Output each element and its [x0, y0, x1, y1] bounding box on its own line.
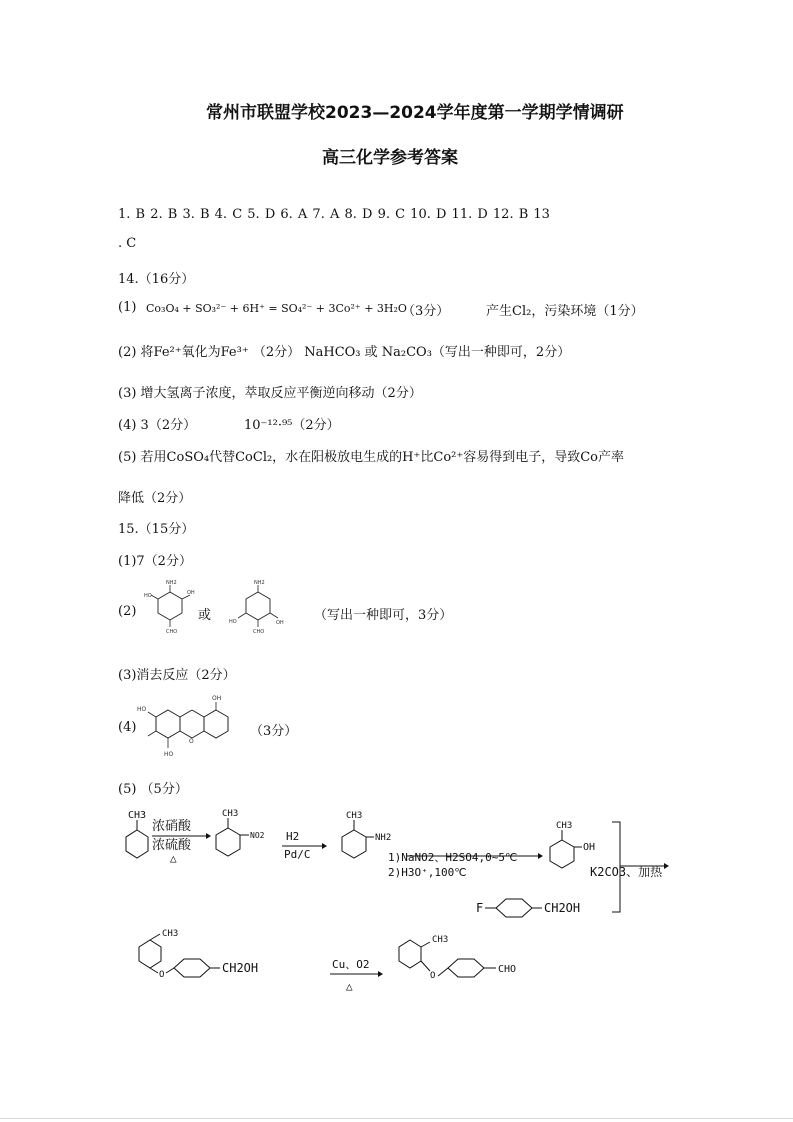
q14-part1-score: （3分）: [402, 304, 450, 319]
q15-part2-note: （写出一种即可，3分）: [314, 608, 453, 623]
q15-part2-or: 或: [198, 608, 212, 623]
reagent5: Cu、O2: [332, 958, 370, 971]
ether-alcohol-structure: [139, 929, 258, 980]
nitro-no2-label: NO2: [250, 831, 265, 840]
q15-part4-score: （3分）: [250, 724, 298, 739]
svg-text:HO: HO: [137, 706, 147, 713]
reagent1-delta: △: [170, 852, 177, 865]
toluidine-structure: [342, 811, 391, 858]
svg-text:OH: OH: [212, 695, 222, 702]
fluoro-f-label: F: [476, 901, 484, 915]
reagent5-delta: △: [346, 980, 353, 993]
q15-part5: (5) （5分）: [118, 782, 188, 797]
q15-part1: (1)7（2分）: [118, 554, 192, 569]
q14-part4a: (4) 3（2分）: [118, 418, 197, 433]
reagent2-bottom: Pd/C: [284, 848, 311, 861]
svg-text:HO: HO: [144, 593, 152, 599]
toluidine-nh2-label: NH2: [375, 833, 392, 843]
reagent4: K2CO3、加热: [590, 865, 663, 879]
q14-part5a: (5) 若用CoSO₄代替CoCl₂，水在阳极放电生成的H⁺比Co²⁺容易得到电子，导致Co产率: [118, 450, 625, 465]
q14-part1-equation: Co₃O₄ + SO₃²⁻ + 6H⁺ = SO₄²⁻ + 3Co²⁺ + 3H₂O: [146, 302, 407, 315]
choice-answers-line1: 1. B 2. B 3. B 4. C 5. D 6. A 7. A 8. D 9. C 10. D 11. D 12. B 13: [118, 207, 550, 222]
nitro-ch3-label: CH3: [222, 809, 239, 819]
page-subtitle: 高三化学参考答案: [322, 148, 458, 168]
q15-part4-number: (4): [118, 720, 137, 735]
product-cho-label: CHO: [498, 964, 517, 975]
toluene-structure: [126, 810, 148, 858]
toluene-ch3-label: CH3: [128, 810, 147, 821]
svg-text:CHO: CHO: [253, 629, 265, 635]
q14-part1-number: (1): [118, 300, 137, 315]
ether-ch3-label: CH3: [162, 929, 179, 939]
reagent1-top: 浓硝酸: [152, 819, 192, 834]
q15-heading: 15.（15分）: [118, 522, 195, 537]
q14-part2: (2) 将Fe²⁺氧化为Fe³⁺ （2分） NaHCO₃ 或 Na₂CO₃（写出一种即可，2分）: [118, 345, 571, 360]
svg-text:HO: HO: [164, 751, 174, 758]
ether-o-label: O: [159, 970, 165, 980]
cresol-ch3-label: CH3: [556, 821, 573, 831]
ether-ch2oh-label: CH2OH: [222, 961, 259, 975]
structure-q15-2a: [142, 578, 198, 636]
q14-part4b: 10⁻¹²·⁹⁵（2分）: [244, 418, 340, 433]
reagent1-bottom: 浓硫酸: [152, 838, 192, 853]
toluidine-ch3-label: CH3: [346, 811, 363, 821]
q14-heading: 14.（16分）: [118, 272, 195, 287]
svg-text:O: O: [189, 738, 194, 745]
structure-q15-4: [136, 692, 246, 764]
q15-part3: (3)消去反应（2分）: [118, 668, 236, 683]
q14-part5b: 降低（2分）: [118, 491, 192, 506]
choice-answers-line2: . C: [118, 236, 137, 251]
page-bottom-rule: [0, 1118, 793, 1119]
synthesis-scheme: [110, 800, 680, 1000]
product-o-label: O: [430, 971, 436, 981]
reagent3-line2: 2)H3O⁺,100℃: [388, 866, 467, 879]
reagent2-top: H2: [286, 830, 300, 843]
nitrotoluene-structure: [216, 809, 265, 856]
q15-part2-number: (2): [118, 604, 137, 619]
page-title: 常州市联盟学校2023—2024学年度第一学期学情调研: [206, 103, 624, 123]
aldehyde-product-structure: [399, 935, 516, 981]
svg-text:OH: OH: [187, 590, 195, 596]
fluoro-ch2oh-label: CH2OH: [544, 901, 581, 915]
reagent3-line1: 1)NaNO2、H2SO4,0~5℃: [388, 851, 518, 864]
svg-text:CHO: CHO: [166, 629, 178, 635]
product-ch3-label: CH3: [432, 935, 449, 945]
cresol-structure: [550, 821, 595, 868]
fluorobenzyl-alcohol-structure: [476, 899, 580, 917]
q14-part1-b: 产生Cl₂，污染环境（1分）: [486, 304, 644, 319]
q14-part3: (3) 增大氢离子浓度，萃取反应平衡逆向移动（2分）: [118, 386, 422, 401]
svg-text:HO: HO: [229, 619, 237, 625]
cresol-oh-label: OH: [583, 842, 596, 853]
structure-q15-2b: [228, 578, 288, 636]
svg-text:NH2: NH2: [166, 580, 177, 586]
svg-text:OH: OH: [276, 620, 284, 626]
svg-text:NH2: NH2: [254, 580, 265, 586]
